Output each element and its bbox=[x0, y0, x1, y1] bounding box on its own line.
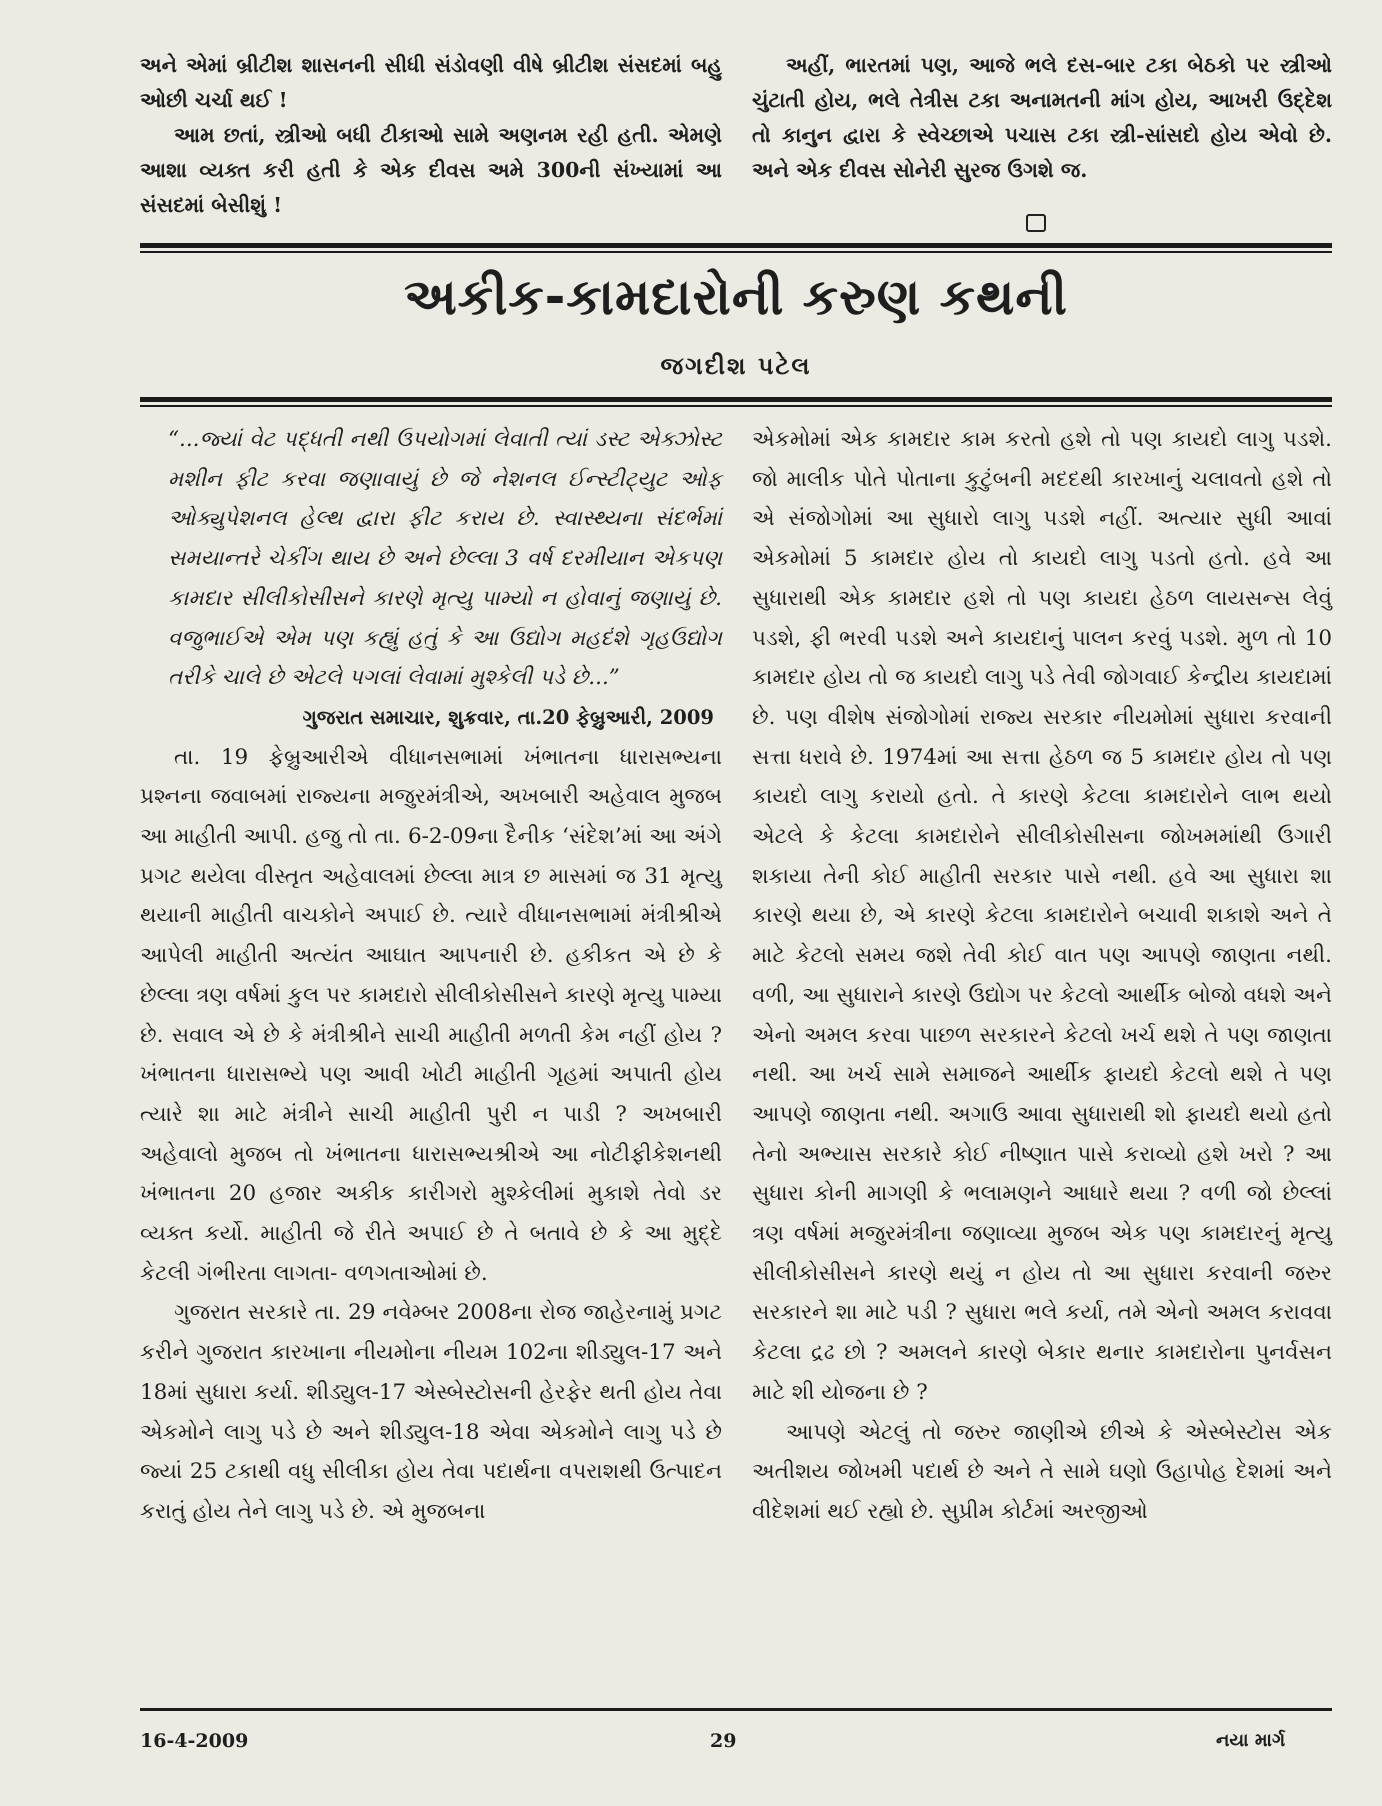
article-title: અકીક-કામદારોની કરુણ કથની bbox=[404, 268, 1068, 326]
previous-article-left-column bbox=[140, 48, 722, 223]
paragraph: આમ છતાં, સ્ત્રીઓ બધી ટીકાઓ સામે અણનમ રહી હતી. એમણે આશા વ્યક્ત કરી હતી કે એક દીવસ અમે 300ની સંખ્યામાં આ સંસદમાં બેસીશું ! bbox=[140, 123, 722, 217]
paragraph: અને એમાં બ્રીટીશ શાસનની સીધી સંડોવણી વીષે બ્રીટીશ સંસદમાં બહુ ઓછી ચર્ચા થઈ ! bbox=[140, 53, 722, 112]
issue-date: 16-4-2009 bbox=[140, 1730, 249, 1752]
previous-article-right-column bbox=[752, 48, 1332, 188]
article-right-column bbox=[752, 420, 1332, 1532]
article-author: જગદીશ પટેલ bbox=[660, 352, 812, 380]
divider bbox=[140, 251, 1332, 253]
quote-source: ગુજરાત સમાચાર, શુક્રવાર, તા.20 ફેબ્રુઆરી, 2009 bbox=[302, 705, 714, 729]
paragraph: આપણે એટલું તો જરુર જાણીએ છીએ કે એસ્બેસ્ટોસ એક અતીશય જોખમી પદાર્થ છે અને તે સામે ઘણો ઉહાપોહ દેશમાં અને વીદેશમાં થઈ રહ્યો છે. સુપ્રીમ કોર્ટમાં અરજીઓ bbox=[752, 1419, 1332, 1524]
page-number: 29 bbox=[710, 1730, 737, 1752]
divider bbox=[140, 243, 1332, 248]
pull-quote: “...જ્યાં વેટ પદ્ધતી નથી ઉપયોગમાં લેવાતી ત્યાં ડસ્ટ એક્ઝોસ્ટ મશીન ફીટ કરવા જણાવાયું છે જે નેશનલ ઈન્સ્ટીટ્યુટ ઓફ ઓક્યુપેશનલ હેલ્થ દ્વારા ફીટ કરાય છે. સ્વાસ્થ્યના સંદર્ભમાં સમયાન્તરે ચેકીંગ થાય છે અને છેલ્લા 3 વર્ષ દરમીયાન એકપણ કામદાર સીલીકોસીસને કારણે મૃત્યુ પામ્યો ન હોવાનું જણાયું છે. વજુભાઈએ એમ પણ કહ્યું હતું કે આ ઉદ્યોગ મહદંશે ગૃહઉદ્યોગ તરીકે ચાલે છે એટલે પગલાં લેવામાં મુશ્કેલી પડે છે...” bbox=[168, 427, 722, 691]
paragraph: તા. 19 ફેબ્રુઆરીએ વીધાનસભામાં ખંભાતના ધારાસભ્યના પ્રશ્નના જવાબમાં રાજ્યના મજુરમંત્રીએ, અખબારી અહેવાલ મુજબ આ માહીતી આપી. હજુ તો તા. 6-2-09ના દૈનીક ‘સંદેશ’માં આ અંગે પ્રગટ થયેલા વીસ્તૃત અહેવાલમાં છેલ્લા માત્ર છ માસમાં જ 31 મૃત્યુ થયાની માહીતી વાચકોને અપાઈ છે. ત્યારે વીધાનસભામાં મંત્રીશ્રીએ આપેલી માહીતી અત્યંત આઘાત આપનારી છે. હકીકત એ છે કે છેલ્લા ત્રણ વર્ષમાં કુલ પર કામદારો સીલીકોસીસને કારણે મૃત્યુ પામ્યા છે. સવાલ એ છે કે મંત્રીશ્રીને સાચી માહીતી મળતી કેમ નહીં હોય ? ખંભાતના ધારાસભ્યે પણ આવી ખોટી માહીતી ગૃહમાં અપાતી હોય ત્યારે શા માટે મંત્રીને સાચી માહીતી પુરી ન પાડી ? અખબારી અહેવાલો મુજબ તો ખંભાતના ધારાસભ્યશ્રીએ આ નોટીફીકેશનથી ખંભાતના 20 હજાર અકીક કારીગરો મુશ્કેલીમાં મુકાશે તેવો ડર વ્યક્ત કર્યો. માહીતી જે રીતે અપાઈ છે તે બતાવે છે કે આ મુદ્દે કેટલી ગંભીરતા લાગતા- વળગતાઓમાં છે. bbox=[140, 744, 722, 1286]
divider bbox=[140, 405, 1332, 407]
paragraph: એકમોમાં એક કામદાર કામ કરતો હશે તો પણ કાયદો લાગુ પડશે. જો માલીક પોતે પોતાના કુટુંબની મદદથી કારખાનું ચલાવતો હશે તો એ સંજોગોમાં આ સુધારો લાગુ પડશે નહીં. અત્યાર સુધી આવાં એકમોમાં 5 કામદાર હોય તો કાયદો લાગુ પડતો હતો. હવે આ સુધારાથી એક કામદાર હશે તો પણ કાયદા હેઠળ લાયસન્સ લેવું પડશે, ફી ભરવી પડશે અને કાયદાનું પાલન કરવું પડશે. મુળ તો 10 કામદાર હોય તો જ કાયદો લાગુ પડે તેવી જોગવાઈ કેન્દ્રીય કાયદામાં છે. પણ વીશેષ સંજોગોમાં રાજ્ય સરકાર નીયમોમાં સુધારા કરવાની સત્તા ધરાવે છે. 1974માં આ સત્તા હેઠળ જ 5 કામદાર હોય તો પણ કાયદો લાગુ કરાયો હતો. તે કારણે કેટલા કામદારોને લાભ થયો એટલે કે કેટલા કામદારોને સીલીકોસીસના જોખમમાંથી ઉગારી શકાયા તેની કોઈ માહીતી સરકાર પાસે નથી. હવે આ સુધારા શા કારણે થયા છે, એ કારણે કેટલા કામદારોને બચાવી શકાશે અને તે માટે કેટલો સમય જશે તેવી કોઈ વાત પણ આપણે જાણતા નથી. વળી, આ સુધારાને કારણે ઉદ્યોગ પર કેટલો આર્થીક બોજો વધશે અને એનો અમલ કરવા પાછળ સરકારને કેટલો ખર્ચ થશે તે પણ જાણતા નથી. આ ખર્ચ સામે સમાજને આર્થીક ફાયદો કેટલો થશે તે પણ આપણે જાણતા નથી. અગાઉ આવા સુધારાથી શો ફાયદો થયો હતો તેનો અભ્યાસ સરકારે કોઈ નીષ્ણાત પાસે કરાવ્યો હશે ખરો ? આ સુધારા કોની માગણી કે ભલામણને આધારે થયા ? વળી જો છેલ્લાં ત્રણ વર્ષમાં મજુરમંત્રીના જણાવ્યા મુજબ એક પણ કામદારનું મૃત્યુ સીલીકોસીસને કારણે થયું ન હોય તો આ સુધારા કરવાની જરુર સરકારને શા માટે પડી ? સુધારા ભલે કર્યા, તમે એનો અમલ કરાવવા કેટલા દ્રઢ છો ? અમલને કારણે બેકાર થનાર કામદારોના પુનર્વસન માટે શી યોજના છે ? bbox=[752, 427, 1332, 1405]
end-of-article-icon bbox=[1026, 214, 1046, 232]
footer-divider bbox=[140, 1708, 1332, 1711]
magazine-name: નયા માર્ગ bbox=[1216, 1730, 1286, 1751]
article-left-column bbox=[140, 420, 722, 1532]
paragraph: ગુજરાત સરકારે તા. 29 નવેમ્બર 2008ના રોજ જાહેરનામું પ્રગટ કરીને ગુજરાત કારખાના નીયમોના નીયમ 102ના શીડ્યુલ-17 અને 18માં સુધારા કર્યા. શીડ્યુલ-17 એસ્બેસ્ટોસની હેરફેર થતી હોય તેવા એકમોને લાગુ પડે છે અને શીડ્યુલ-18 એવા એકમોને લાગુ પડે છે જ્યાં 25 ટકાથી વધુ સીલીકા હોય તેવા પદાર્થના વપરાશથી ઉત્પાદન કરાતું હોય તેને લાગુ પડે છે. એ મુજબના bbox=[140, 1300, 722, 1524]
divider bbox=[140, 397, 1332, 402]
paragraph: અહીં, ભારતમાં પણ, આજે ભલે દસ-બાર ટકા બેઠકો પર સ્ત્રીઓ ચુંટાતી હોય, ભલે તેત્રીસ ટકા અનામતની માંગ હોય, આખરી ઉદ્દેશ તો કાનુન દ્વારા કે સ્વેચ્છાએ પચાસ ટકા સ્ત્રી-સાંસદો હોય એવો છે. અને એક દીવસ સોનેરી સુરજ ઉગશે જ. bbox=[752, 53, 1332, 182]
